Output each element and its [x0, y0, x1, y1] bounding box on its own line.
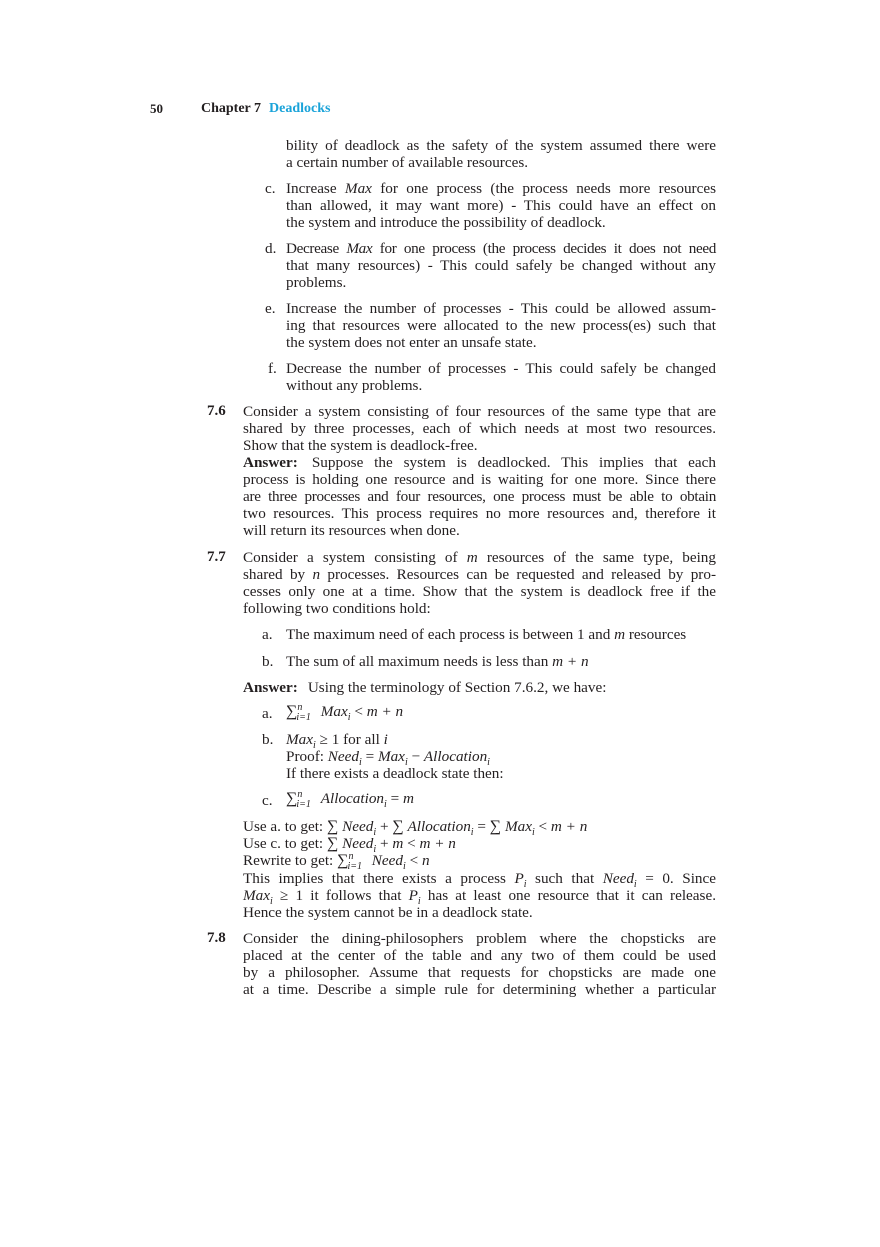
exercise-number: 7.8: [207, 930, 226, 946]
text-line: Consider the dining-philosophers problem where the chopsticks are: [243, 930, 716, 947]
item-label: b.: [262, 731, 274, 748]
text-line: Consider a system consisting of four resources of the same type that are: [243, 403, 716, 420]
text-line: process is holding one resource and is waiting for one more. Since there: [243, 471, 716, 488]
page-number: 50: [150, 101, 163, 116]
text-line: If there exists a deadlock state then:: [286, 765, 504, 782]
text-line: Answer: Using the terminology of Section 7.6.2, we have:: [243, 679, 607, 696]
item-label: f.: [268, 360, 277, 377]
math-line: Proof: Need$_i$ = Max$_i$ − Allocation$_i$: [286, 748, 490, 769]
math-line: Use c. to get: ∑ Need$_i$ + m < m + n: [243, 835, 456, 856]
text-line: the system and introduce the possibility of deadlock.: [286, 214, 606, 231]
text-line: a certain number of available resources.: [286, 154, 529, 171]
text-line: This implies that there exists a process $P_i$ such that Need$_i$ = 0. Since: [243, 870, 716, 891]
text-line: problems.: [286, 274, 347, 291]
text-line: Decrease Max for one process (the process decides it does not need: [286, 240, 717, 257]
text-line: shared by n processes. Resources can be requested and released by pro-: [243, 566, 717, 583]
text-line: without any problems.: [286, 377, 423, 394]
math-line: ∑$^n_{i=1}$ Max$_i$ < m + n: [286, 701, 404, 724]
math-line: Rewrite to get: ∑$^n_{i=1}$ Need$_i$ < n: [243, 850, 430, 873]
text-line: bility of deadlock as the safety of the system assumed there were: [286, 137, 716, 154]
text-line: The maximum need of each process is between 1 and m resources: [286, 626, 687, 643]
text-line: the system does not enter an unsafe state.: [286, 334, 537, 351]
text-line: Consider a system consisting of m resources of the same type, being: [243, 549, 716, 566]
math-line: Use a. to get: ∑ Need$_i$ + ∑ Allocation$_i$ = ∑ Max$_i$ < m + n: [243, 818, 588, 839]
chapter-label: Chapter 7: [201, 101, 262, 116]
item-label: b.: [262, 653, 274, 670]
text-line: ing that resources were allocated to the new process(es) such that: [286, 317, 716, 334]
text-line: Increase Max for one process (the process needs more resources: [286, 180, 716, 197]
exercise-number: 7.7: [207, 549, 226, 565]
item-label: d.: [265, 240, 277, 257]
text-line: by a philosopher. Assume that requests for chopsticks are made one: [243, 964, 716, 981]
text-line: two resources. This process requires no more resources and, therefore it: [243, 505, 716, 522]
text-line: following two conditions hold:: [243, 600, 431, 617]
item-label: c.: [265, 180, 276, 197]
text-line: will return its resources when done.: [243, 522, 460, 539]
text-line: shared by three processes, each of which needs at most two resources.: [243, 420, 716, 437]
text-line: that many resources) - This could safely be changed without any: [286, 257, 716, 274]
item-label: a.: [262, 626, 273, 643]
text-line: are three processes and four resources, one process must be able to obtain: [243, 488, 716, 505]
text-line: placed at the center of the table and any two of them could be used: [243, 947, 716, 964]
text-line: Increase the number of processes - This could be allowed assum-: [286, 300, 716, 317]
text-line: The sum of all maximum needs is less than m + n: [286, 653, 589, 670]
text-line: Hence the system cannot be in a deadlock state.: [243, 904, 533, 921]
text-line: Decrease the number of processes - This could safely be changed: [286, 360, 716, 377]
text-line: Answer: Suppose the system is deadlocked. This implies that each: [243, 454, 716, 471]
text-line: cesses only one at a time. Show that the system is deadlock free if the: [243, 583, 716, 600]
chapter-title: Deadlocks: [269, 101, 331, 116]
exercise-number: 7.6: [207, 403, 226, 419]
text-line: Show that the system is deadlock-free.: [243, 437, 478, 454]
item-label: c.: [262, 792, 273, 809]
chapter-heading: [201, 101, 330, 117]
item-label: a.: [262, 705, 273, 722]
text-line: than allowed, it may want more) - This could have an effect on: [286, 197, 716, 214]
item-label: e.: [265, 300, 276, 317]
text-line: Max$_i$ ≥ 1 it follows that $P_i$ has at least one resource that it can release.: [243, 887, 716, 908]
math-line: Max$_i$ ≥ 1 for all i: [286, 731, 388, 752]
text-line: at a time. Describe a simple rule for determining whether a particular: [243, 981, 716, 998]
math-line: ∑$^n_{i=1}$ Allocation$_i$ = m: [286, 788, 414, 811]
